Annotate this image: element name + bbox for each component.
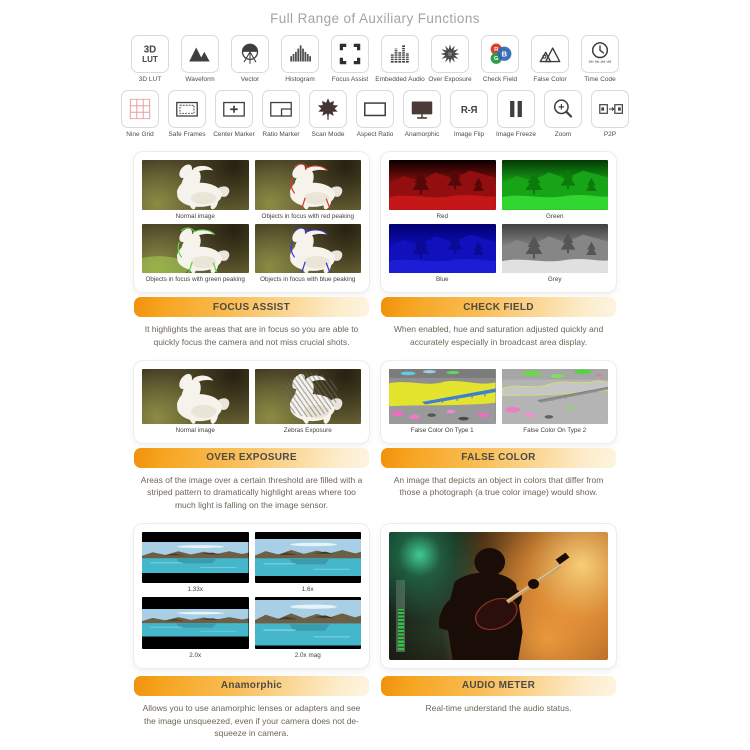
- pause-icon: [497, 90, 535, 128]
- figure-caption: Red: [436, 212, 449, 220]
- figure-caption: Objects in focus with green peaking: [145, 276, 245, 283]
- function-time-code: [575, 35, 625, 83]
- function-safe-frames: [164, 90, 211, 138]
- check-field-card: [381, 152, 616, 292]
- section-description: Areas of the image over a certain threshold are filled with a striped pattern to dramatically highlight areas where too much light is falling on the image sensor.: [140, 474, 363, 510]
- section-description: When enabled, hue and saturation adjusted quickly and accurately especially in broadcast area display.: [393, 324, 604, 347]
- figure: [142, 597, 249, 660]
- function-false-color: [525, 35, 575, 83]
- section-anamorphic: [134, 524, 369, 740]
- function-scan-mode: [305, 90, 352, 138]
- focus-assist-icon: [331, 35, 369, 73]
- section-over-exposure: [134, 361, 369, 512]
- section-title-bar: AUDIO METER: [381, 676, 616, 696]
- icon-label: False Color: [533, 76, 567, 83]
- over-exposure-card: [134, 361, 369, 443]
- time-code-icon: [581, 35, 619, 73]
- magnifier-icon: [544, 90, 582, 128]
- function-histogram: [275, 35, 325, 83]
- function-zoom: [540, 90, 587, 138]
- check-field-red-photo: [389, 160, 496, 210]
- figure-caption: 1.6x: [301, 586, 314, 594]
- icon-label: Embedded Audio: [375, 76, 425, 83]
- check-field-green-photo: [502, 160, 609, 210]
- icon-label: Zoom: [554, 131, 572, 138]
- check-field-blue-photo: [389, 224, 496, 274]
- section-title-bar: OVER EXPOSURE: [134, 448, 369, 468]
- figure: [255, 597, 362, 660]
- over-exposure-icon: [431, 35, 469, 73]
- icon-label: P2P: [603, 131, 617, 138]
- horse-photo-normal: [142, 369, 249, 424]
- section-title-bar: FALSE COLOR: [381, 448, 616, 468]
- figure-caption: Grey: [547, 276, 562, 283]
- horse-photo-red-peaking: [255, 160, 362, 210]
- function-aspect-ratio: [352, 90, 399, 138]
- section-description: It highlights the areas that are in focus so you are able to quickly focus the camera and not miss crucial shots.: [144, 324, 359, 347]
- svg-text:R-Я: R-Я: [460, 104, 478, 116]
- figure: [389, 224, 496, 285]
- figure: [142, 160, 249, 221]
- figure-caption: Normal image: [175, 426, 215, 434]
- page-title: Full Range of Auxiliary Functions: [270, 11, 480, 26]
- svg-text:00:00:00:00: 00:00:00:00: [588, 61, 612, 66]
- svg-text:LUT: LUT: [142, 55, 158, 65]
- p2p-icon: [591, 90, 629, 128]
- check-field-icon: [481, 35, 519, 73]
- icon-label: Nine Grid: [126, 131, 154, 138]
- figure: [255, 369, 362, 435]
- section-check-field: [381, 152, 616, 349]
- svg-text:B: B: [501, 49, 508, 59]
- section-description: Allows you to use anamorphic lenses or adapters and see the image unsqueezed, even if your camera does not de-squeeze in camera.: [142, 702, 361, 739]
- waveform-icon: [181, 35, 219, 73]
- figure: [502, 160, 609, 221]
- figure: [255, 224, 362, 285]
- figure-caption: Green: [545, 212, 564, 220]
- function-3d-lut: [125, 35, 175, 83]
- audio-meter-card: [381, 524, 616, 668]
- anamorphic-1-6x-photo: [255, 532, 362, 584]
- horse-photo-green-peaking: [142, 224, 249, 274]
- icon-label: Waveform: [185, 76, 215, 83]
- histogram-icon: [281, 35, 319, 73]
- image-flip-icon: [450, 90, 488, 128]
- section-title-bar: FOCUS ASSIST: [134, 297, 369, 317]
- figure-caption: 2.0x mag: [294, 651, 321, 659]
- check-field-grey-photo: [502, 224, 609, 274]
- icon-label: Ratio Marker: [262, 131, 300, 138]
- figure-caption: 2.0x: [189, 651, 202, 659]
- function-waveform: [175, 35, 225, 83]
- figure-caption: False Color On Type 2: [523, 426, 587, 434]
- figure-caption: Objects in focus with red peaking: [261, 212, 354, 220]
- section-title-bar: CHECK FIELD: [381, 297, 616, 317]
- anamorphic-monitor-icon: [403, 90, 441, 128]
- function-icon-row-1: [0, 35, 750, 83]
- figure: [142, 369, 249, 435]
- icon-label: Check Field: [482, 76, 518, 83]
- icon-label: Over Exposure: [428, 76, 472, 83]
- figure: [502, 369, 609, 435]
- function-icon-row-2: [0, 90, 750, 138]
- focus-assist-card: [134, 152, 369, 292]
- icon-label: Time Code: [584, 76, 616, 83]
- icon-label: Scan Mode: [311, 131, 345, 138]
- figure-caption: Objects in focus with blue peaking: [260, 276, 356, 283]
- horse-photo-zebra: [255, 369, 362, 424]
- icon-label: Focus Assist: [331, 76, 369, 83]
- function-anamorphic: [399, 90, 446, 138]
- figure-caption: Zebras Exposure: [283, 426, 332, 434]
- vectorscope-icon: [231, 35, 269, 73]
- figure: [389, 369, 496, 435]
- section-focus-assist: [134, 152, 369, 349]
- figure: [389, 160, 496, 221]
- figure-caption: Blue: [435, 276, 449, 283]
- figure: [502, 224, 609, 285]
- anamorphic-2-0x-photo: [142, 597, 249, 649]
- section-description: An image that depicts an object in colors that differ from those a photograph (a true color image) would show.: [393, 474, 604, 498]
- horse-photo-blue-peaking: [255, 224, 362, 274]
- function-vector: [225, 35, 275, 83]
- figure-caption: 1.33x: [187, 586, 203, 594]
- svg-text:G: G: [493, 56, 499, 63]
- section-audio-meter: [381, 524, 616, 740]
- horse-photo-normal: [142, 160, 249, 210]
- function-image-flip: [446, 90, 493, 138]
- figure: [142, 224, 249, 285]
- function-nine-grid: [117, 90, 164, 138]
- icon-label: Center Marker: [213, 131, 255, 138]
- center-marker-icon: [215, 90, 253, 128]
- icon-label: Image Freeze: [495, 131, 537, 138]
- false-color-type1-photo: [389, 369, 496, 424]
- nine-grid-icon: [121, 90, 159, 128]
- function-p2p: [587, 90, 634, 138]
- icon-label: Anamorphic: [404, 131, 440, 138]
- figure: [255, 160, 362, 221]
- embedded-audio-icon: [381, 35, 419, 73]
- aspect-ratio-icon: [356, 90, 394, 128]
- function-embedded-audio: [375, 35, 425, 83]
- icon-label: Vector: [240, 76, 260, 83]
- icon-label: 3D LUT: [138, 76, 162, 83]
- section-false-color: [381, 361, 616, 512]
- safe-frames-icon: [168, 90, 206, 128]
- section-title-bar: Anamorphic: [134, 676, 369, 696]
- svg-text:R: R: [494, 47, 499, 54]
- anamorphic-2-0x-mag-photo: [255, 597, 362, 649]
- ratio-marker-icon: [262, 90, 300, 128]
- guitarist-photo: [389, 532, 608, 660]
- icon-label: Image Flip: [453, 131, 485, 138]
- figure: [255, 532, 362, 595]
- function-focus-assist: [325, 35, 375, 83]
- anamorphic-card: [134, 524, 369, 668]
- function-over-exposure: [425, 35, 475, 83]
- icon-label: Aspect Ratio: [356, 131, 394, 138]
- figure: [142, 532, 249, 595]
- false-color-card: [381, 361, 616, 443]
- function-image-freeze: [493, 90, 540, 138]
- function-check-field: [475, 35, 525, 83]
- feature-sections-grid: [134, 152, 616, 740]
- audio-level-meter: [396, 580, 405, 651]
- figure-caption: Normal image: [175, 212, 215, 220]
- 3d-lut-icon: [131, 35, 169, 73]
- function-center-marker: [211, 90, 258, 138]
- svg-text:3D: 3D: [143, 44, 157, 56]
- maple-leaf-icon: [309, 90, 347, 128]
- false-color-type2-photo: [502, 369, 609, 424]
- anamorphic-1-33x-photo: [142, 532, 249, 584]
- icon-label: Histogram: [285, 76, 315, 83]
- figure-caption: False Color On Type 1: [410, 426, 474, 434]
- function-ratio-marker: [258, 90, 305, 138]
- icon-label: Safe Frames: [168, 131, 206, 138]
- section-description: Real-time understand the audio status.: [425, 702, 572, 713]
- false-color-icon: [531, 35, 569, 73]
